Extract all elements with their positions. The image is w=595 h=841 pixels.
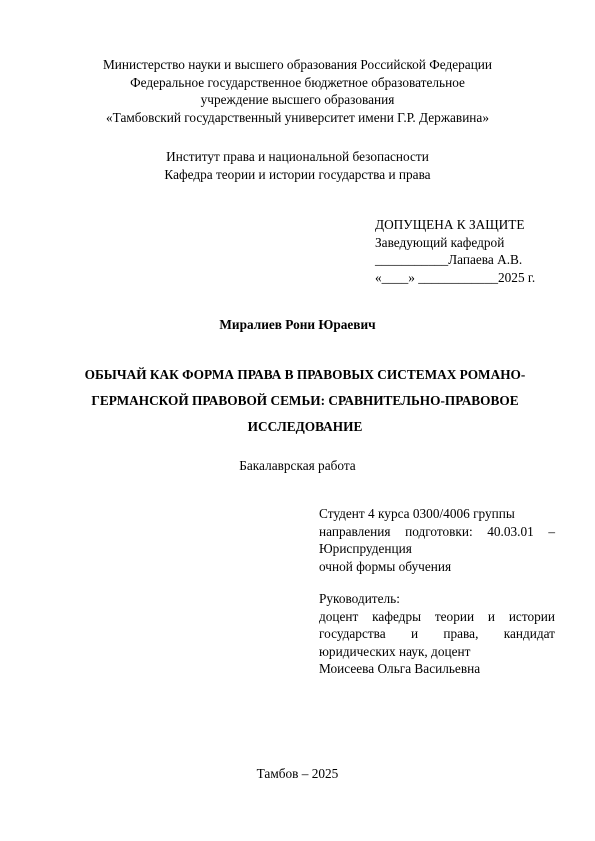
title-line: ИССЛЕДОВАНИЕ xyxy=(247,419,363,434)
department-name: Кафедра теории и истории государства и права xyxy=(164,166,431,182)
header-line: «Тамбовский государственный университет имени Г.Р. Державина» xyxy=(106,109,489,125)
city-year xyxy=(0,765,595,783)
approval-date: «____» ____________2025 г. xyxy=(375,269,536,285)
supervisor-line: государства и права, кандидат xyxy=(319,626,555,642)
author-name-text: Миралиев Рони Юраевич xyxy=(219,317,376,332)
supervisor-line: доцент кафедры теории и истории xyxy=(319,608,555,624)
work-type xyxy=(0,457,595,475)
approval-heading: ДОПУЩЕНА К ЗАЩИТЕ xyxy=(375,217,525,232)
city-year-text: Тамбов – 2025 xyxy=(256,766,339,781)
work-type-text: Бакалаврская работа xyxy=(239,458,356,473)
header-line: учреждение высшего образования xyxy=(200,92,395,108)
supervisor-heading: Руководитель: xyxy=(319,591,400,606)
header-line: Министерство науки и высшего образования Российской Федерации xyxy=(102,57,493,72)
thesis-title xyxy=(60,362,550,440)
supervisor-line: юридических наук, доцент xyxy=(319,643,471,659)
header-line: Федеральное государственное бюджетное образовательное xyxy=(130,74,465,90)
student-line: Студент 4 курса 0300/4006 группы xyxy=(319,506,515,521)
student-line: очной формы обучения xyxy=(319,558,452,574)
institute-block xyxy=(0,148,595,183)
approval-signature: ___________Лапаева А.В. xyxy=(375,252,523,268)
student-line: Юриспруденция xyxy=(319,541,412,557)
author-name xyxy=(0,316,595,334)
supervisor-name: Моисеева Ольга Васильевна xyxy=(319,661,481,677)
supervisor-block xyxy=(319,590,555,678)
student-block xyxy=(319,505,555,575)
title-line: ГЕРМАНСКОЙ ПРАВОВОЙ СЕМЬИ: СРАВНИТЕЛЬНО-ПРАВОВОЕ xyxy=(91,393,519,408)
ministry-header xyxy=(0,56,595,126)
approval-position: Заведующий кафедрой xyxy=(375,234,505,250)
approval-block xyxy=(375,216,575,286)
student-line: направления подготовки: 40.03.01 – xyxy=(319,523,555,539)
institute-name: Институт права и национальной безопасности xyxy=(166,149,429,164)
title-line: ОБЫЧАЙ КАК ФОРМА ПРАВА В ПРАВОВЫХ СИСТЕМАХ РОМАНО- xyxy=(84,367,526,382)
